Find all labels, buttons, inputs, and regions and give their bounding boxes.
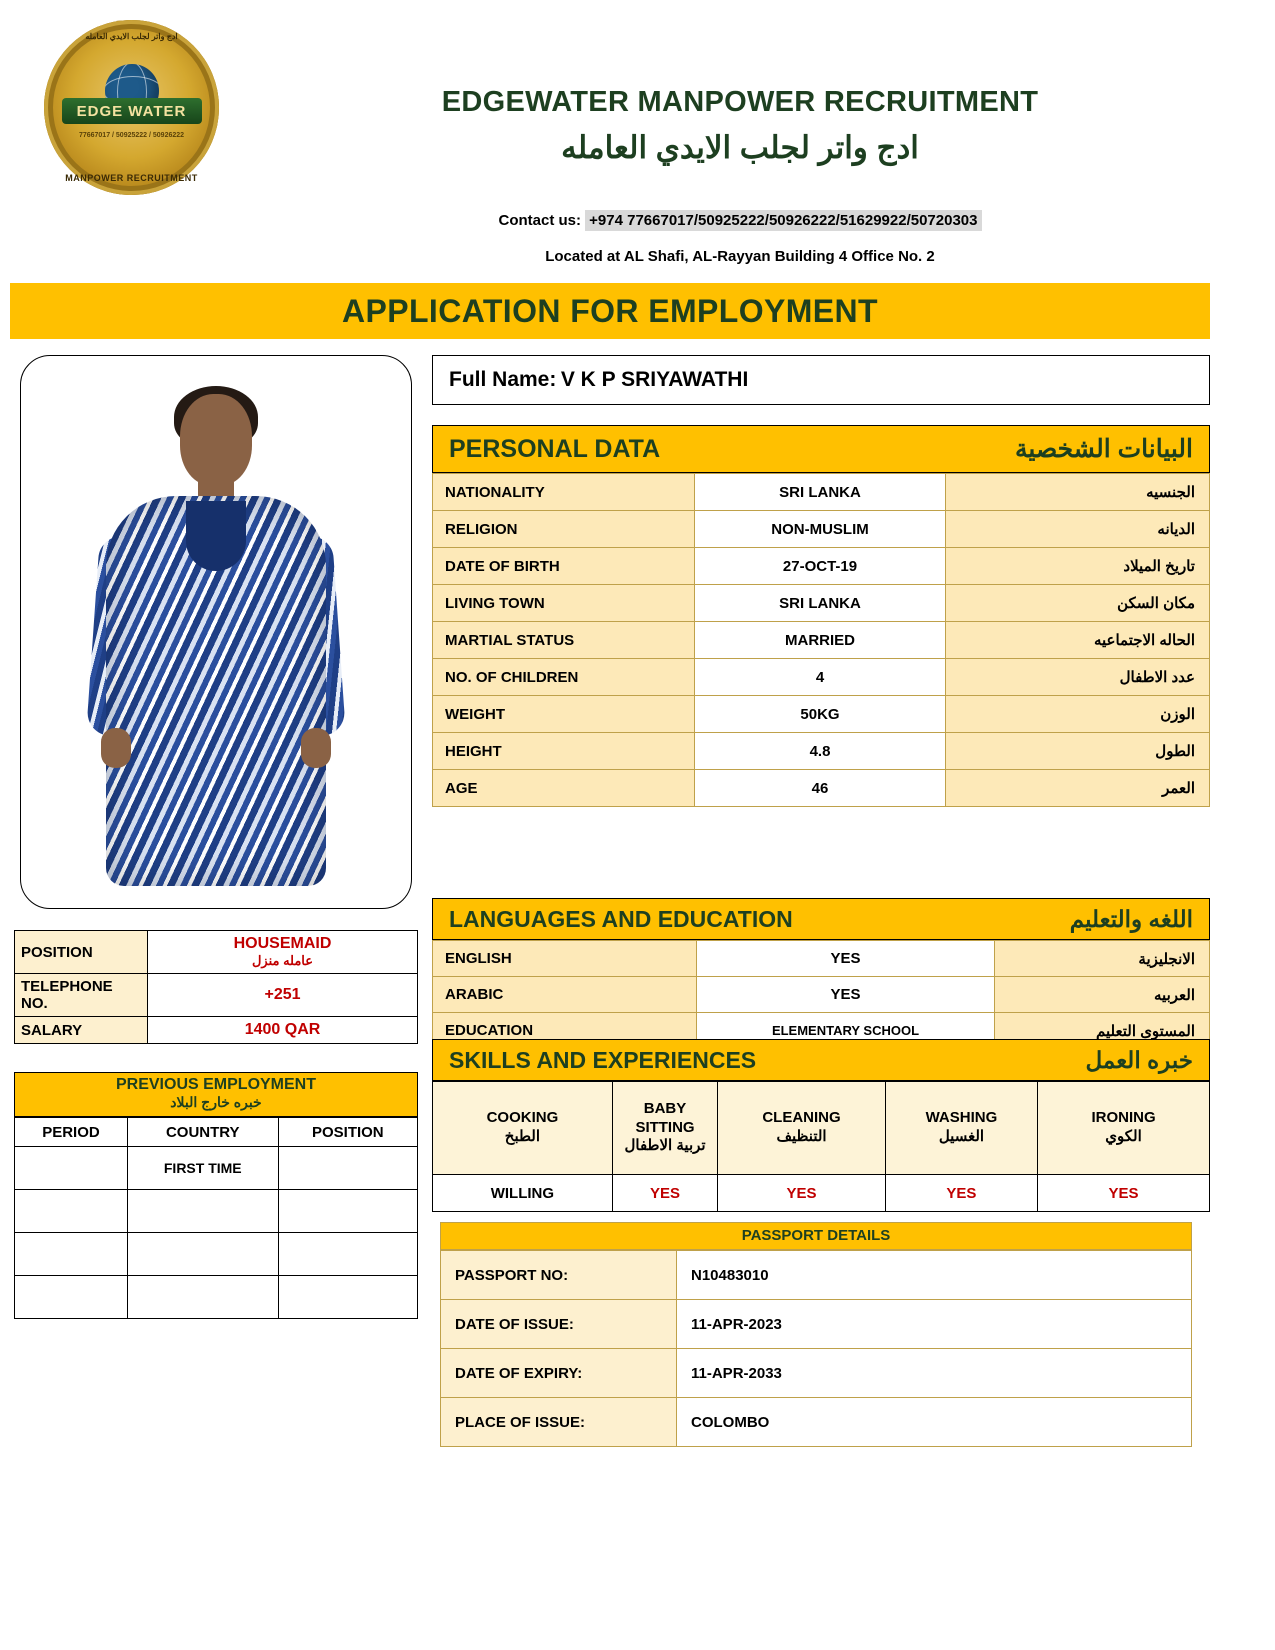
table-header-row bbox=[15, 1118, 418, 1147]
skill-value-cooking: WILLING bbox=[433, 1175, 613, 1212]
arabic-living-town: مكان السكن bbox=[946, 585, 1210, 622]
label-education: EDUCATION bbox=[433, 1013, 697, 1049]
photo-illustration bbox=[21, 356, 411, 908]
arabic-nationality: الجنسيه bbox=[946, 474, 1210, 511]
skill-ironing-en: IRONING bbox=[1091, 1109, 1156, 1127]
arabic-religion: الديانه bbox=[946, 511, 1210, 548]
office-address: Located at AL Shafi, AL-Rayyan Building 4 Office No. 2 bbox=[545, 248, 935, 265]
skill-header-washing bbox=[885, 1082, 1037, 1175]
table-row bbox=[433, 733, 1210, 770]
skill-washing-ar: الغسيل bbox=[938, 1128, 985, 1145]
company-name-english: EDGEWATER MANPOWER RECRUITMENT bbox=[441, 86, 1039, 118]
table-row bbox=[433, 1175, 1210, 1212]
skill-value-baby-sitting: YES bbox=[612, 1175, 717, 1212]
value-date-of-issue: 11-APR-2023 bbox=[677, 1300, 1192, 1349]
cell-position bbox=[278, 1147, 417, 1190]
arabic-age: العمر bbox=[946, 770, 1210, 807]
table-row bbox=[441, 1349, 1192, 1398]
value-passport-no: N10483010 bbox=[677, 1251, 1192, 1300]
position-value-cell bbox=[148, 931, 418, 974]
passport-details-title: PASSPORT DETAILS bbox=[440, 1222, 1192, 1250]
label-place-of-issue: PLACE OF ISSUE: bbox=[441, 1398, 677, 1447]
value-english: YES bbox=[697, 941, 995, 977]
previous-employment-heading-ar: خبره خارج البلاد bbox=[170, 1094, 262, 1110]
arabic-education: المستوى التعليم bbox=[995, 1013, 1210, 1049]
column-header-country: COUNTRY bbox=[127, 1118, 278, 1147]
value-place-of-issue: COLOMBO bbox=[677, 1398, 1192, 1447]
table-row bbox=[433, 585, 1210, 622]
skills-heading-ar: خبره العمل bbox=[1085, 1046, 1193, 1073]
label-date-of-issue: DATE OF ISSUE: bbox=[441, 1300, 677, 1349]
table-row bbox=[433, 474, 1210, 511]
full-name-value: V K P SRIYAWATHI bbox=[560, 368, 749, 391]
full-name-field bbox=[432, 355, 1210, 405]
skills-heading-en: SKILLS AND EXPERIENCES bbox=[449, 1046, 757, 1073]
passport-details-table bbox=[440, 1250, 1192, 1447]
full-name-label: Full Name: bbox=[449, 368, 557, 391]
logo-ring-arabic-text: ادج واتر لجلب الايدي العامله bbox=[85, 32, 178, 41]
skill-header-cleaning bbox=[718, 1082, 886, 1175]
table-row bbox=[433, 511, 1210, 548]
table-row bbox=[433, 941, 1210, 977]
value-nationality: SRI LANKA bbox=[695, 474, 946, 511]
arabic-arabic: العربيه bbox=[995, 977, 1210, 1013]
telephone-label: TELEPHONE NO. bbox=[15, 974, 148, 1017]
table-row bbox=[15, 1190, 418, 1233]
label-arabic: ARABIC bbox=[433, 977, 697, 1013]
value-no-of-children: 4 bbox=[695, 659, 946, 696]
table-row bbox=[15, 1147, 418, 1190]
salary-value: 1400 QAR bbox=[148, 1017, 418, 1044]
skill-cleaning-en: CLEANING bbox=[762, 1109, 841, 1127]
previous-employment-table bbox=[14, 1117, 418, 1319]
skill-cooking-ar: الطبخ bbox=[504, 1128, 541, 1145]
cell-position bbox=[278, 1233, 417, 1276]
cell-period bbox=[15, 1276, 128, 1319]
value-martial-status: MARRIED bbox=[695, 622, 946, 659]
label-nationality: NATIONALITY bbox=[433, 474, 695, 511]
table-row bbox=[433, 770, 1210, 807]
salary-label: SALARY bbox=[15, 1017, 148, 1044]
column-header-period: PERIOD bbox=[15, 1118, 128, 1147]
previous-employment-heading-en: PREVIOUS EMPLOYMENT bbox=[115, 1076, 317, 1093]
value-date-of-birth: 27-OCT-19 bbox=[695, 548, 946, 585]
cell-period bbox=[15, 1190, 128, 1233]
label-english: ENGLISH bbox=[433, 941, 697, 977]
skill-baby-sitting-en: BABY SITTING bbox=[635, 1099, 695, 1136]
table-row bbox=[15, 1276, 418, 1319]
cell-country bbox=[127, 1233, 278, 1276]
position-value-arabic: عامله منزل bbox=[251, 953, 314, 968]
table-row bbox=[433, 622, 1210, 659]
skill-value-ironing: YES bbox=[1038, 1175, 1210, 1212]
table-row bbox=[15, 931, 418, 974]
photo-hand-right bbox=[301, 728, 331, 768]
table-row bbox=[441, 1300, 1192, 1349]
value-education: ELEMENTARY SCHOOL bbox=[697, 1013, 995, 1049]
cell-period bbox=[15, 1147, 128, 1190]
label-passport-no: PASSPORT NO: bbox=[441, 1251, 677, 1300]
label-living-town: LIVING TOWN bbox=[433, 585, 695, 622]
personal-data-heading-en: PERSONAL DATA bbox=[449, 434, 661, 463]
contact-label: Contact us: bbox=[498, 212, 581, 229]
value-date-of-expiry: 11-APR-2033 bbox=[677, 1349, 1192, 1398]
photo-hand-left bbox=[101, 728, 131, 768]
skill-header-baby-sitting bbox=[612, 1082, 717, 1175]
skill-washing-en: WASHING bbox=[925, 1109, 998, 1127]
arabic-martial-status: الحاله الاجتماعيه bbox=[946, 622, 1210, 659]
table-row bbox=[441, 1398, 1192, 1447]
photo-head bbox=[180, 394, 252, 486]
cell-country bbox=[127, 1276, 278, 1319]
skill-value-cleaning: YES bbox=[718, 1175, 886, 1212]
skill-header-cooking bbox=[433, 1082, 613, 1175]
page-title-text: APPLICATION FOR EMPLOYMENT bbox=[341, 292, 879, 329]
column-header-position: POSITION bbox=[278, 1118, 417, 1147]
table-row bbox=[433, 659, 1210, 696]
skill-ironing-ar: الكوي bbox=[1105, 1128, 1142, 1145]
label-no-of-children: NO. OF CHILDREN bbox=[433, 659, 695, 696]
table-row bbox=[15, 1017, 418, 1044]
label-weight: WEIGHT bbox=[433, 696, 695, 733]
company-logo bbox=[44, 20, 219, 195]
contact-numbers: +974 77667017/50925222/50926222/51629922/50720303 bbox=[585, 210, 981, 231]
value-age: 46 bbox=[695, 770, 946, 807]
logo-band-text: EDGE WATER bbox=[62, 98, 202, 124]
personal-data-heading-ar: البيانات الشخصية bbox=[1015, 435, 1193, 463]
cell-period bbox=[15, 1233, 128, 1276]
personal-data-table bbox=[432, 473, 1210, 807]
skill-value-washing: YES bbox=[885, 1175, 1037, 1212]
company-name-arabic: ادج واتر لجلب الايدي العامله bbox=[561, 130, 919, 165]
label-religion: RELIGION bbox=[433, 511, 695, 548]
languages-education-table bbox=[432, 940, 1210, 1049]
value-weight: 50KG bbox=[695, 696, 946, 733]
skills-experiences-heading bbox=[432, 1039, 1210, 1081]
table-row bbox=[15, 1233, 418, 1276]
languages-education-heading bbox=[432, 898, 1210, 940]
contact-line bbox=[255, 212, 1225, 229]
value-religion: NON-MUSLIM bbox=[695, 511, 946, 548]
cell-position bbox=[278, 1190, 417, 1233]
arabic-weight: الوزن bbox=[946, 696, 1210, 733]
table-header-row bbox=[433, 1082, 1210, 1175]
logo-ring-bottom-text: MANPOWER RECRUITMENT bbox=[65, 173, 198, 183]
table-row bbox=[433, 977, 1210, 1013]
skill-cooking-en: COOKING bbox=[486, 1109, 559, 1127]
cell-position bbox=[278, 1276, 417, 1319]
arabic-english: الانجليزية bbox=[995, 941, 1210, 977]
label-date-of-expiry: DATE OF EXPIRY: bbox=[441, 1349, 677, 1398]
personal-data-heading bbox=[432, 425, 1210, 473]
previous-employment-heading bbox=[14, 1072, 418, 1117]
label-date-of-birth: DATE OF BIRTH bbox=[433, 548, 695, 585]
arabic-date-of-birth: تاريخ الميلاد bbox=[946, 548, 1210, 585]
label-height: HEIGHT bbox=[433, 733, 695, 770]
table-row bbox=[433, 696, 1210, 733]
logo-phone-text: 77667017 / 50925222 / 50926222 bbox=[78, 132, 185, 139]
cell-country: FIRST TIME bbox=[127, 1147, 278, 1190]
skill-cleaning-ar: التنظيف bbox=[776, 1128, 827, 1145]
photo-collar bbox=[186, 501, 246, 571]
position-table bbox=[14, 930, 418, 1044]
languages-heading-en: LANGUAGES AND EDUCATION bbox=[449, 905, 793, 932]
arabic-no-of-children: عدد الاطفال bbox=[946, 659, 1210, 696]
table-row bbox=[433, 548, 1210, 585]
applicant-photo bbox=[20, 355, 412, 909]
label-martial-status: MARTIAL STATUS bbox=[433, 622, 695, 659]
value-arabic: YES bbox=[697, 977, 995, 1013]
value-height: 4.8 bbox=[695, 733, 946, 770]
position-value: HOUSEMAID bbox=[233, 935, 332, 952]
skills-table bbox=[432, 1081, 1210, 1212]
previous-employment-section bbox=[14, 1072, 418, 1319]
document-header bbox=[0, 0, 1275, 278]
cell-country bbox=[127, 1190, 278, 1233]
languages-heading-ar: اللغه والتعليم bbox=[1069, 905, 1193, 932]
arabic-height: الطول bbox=[946, 733, 1210, 770]
table-row bbox=[15, 974, 418, 1017]
position-label: POSITION bbox=[15, 931, 148, 974]
skill-baby-sitting-ar: تربية الاطفال bbox=[624, 1137, 706, 1155]
value-living-town: SRI LANKA bbox=[695, 585, 946, 622]
table-row bbox=[441, 1251, 1192, 1300]
skill-header-ironing bbox=[1038, 1082, 1210, 1175]
page-title bbox=[10, 283, 1210, 339]
label-age: AGE bbox=[433, 770, 695, 807]
telephone-value: +251 bbox=[148, 974, 418, 1017]
